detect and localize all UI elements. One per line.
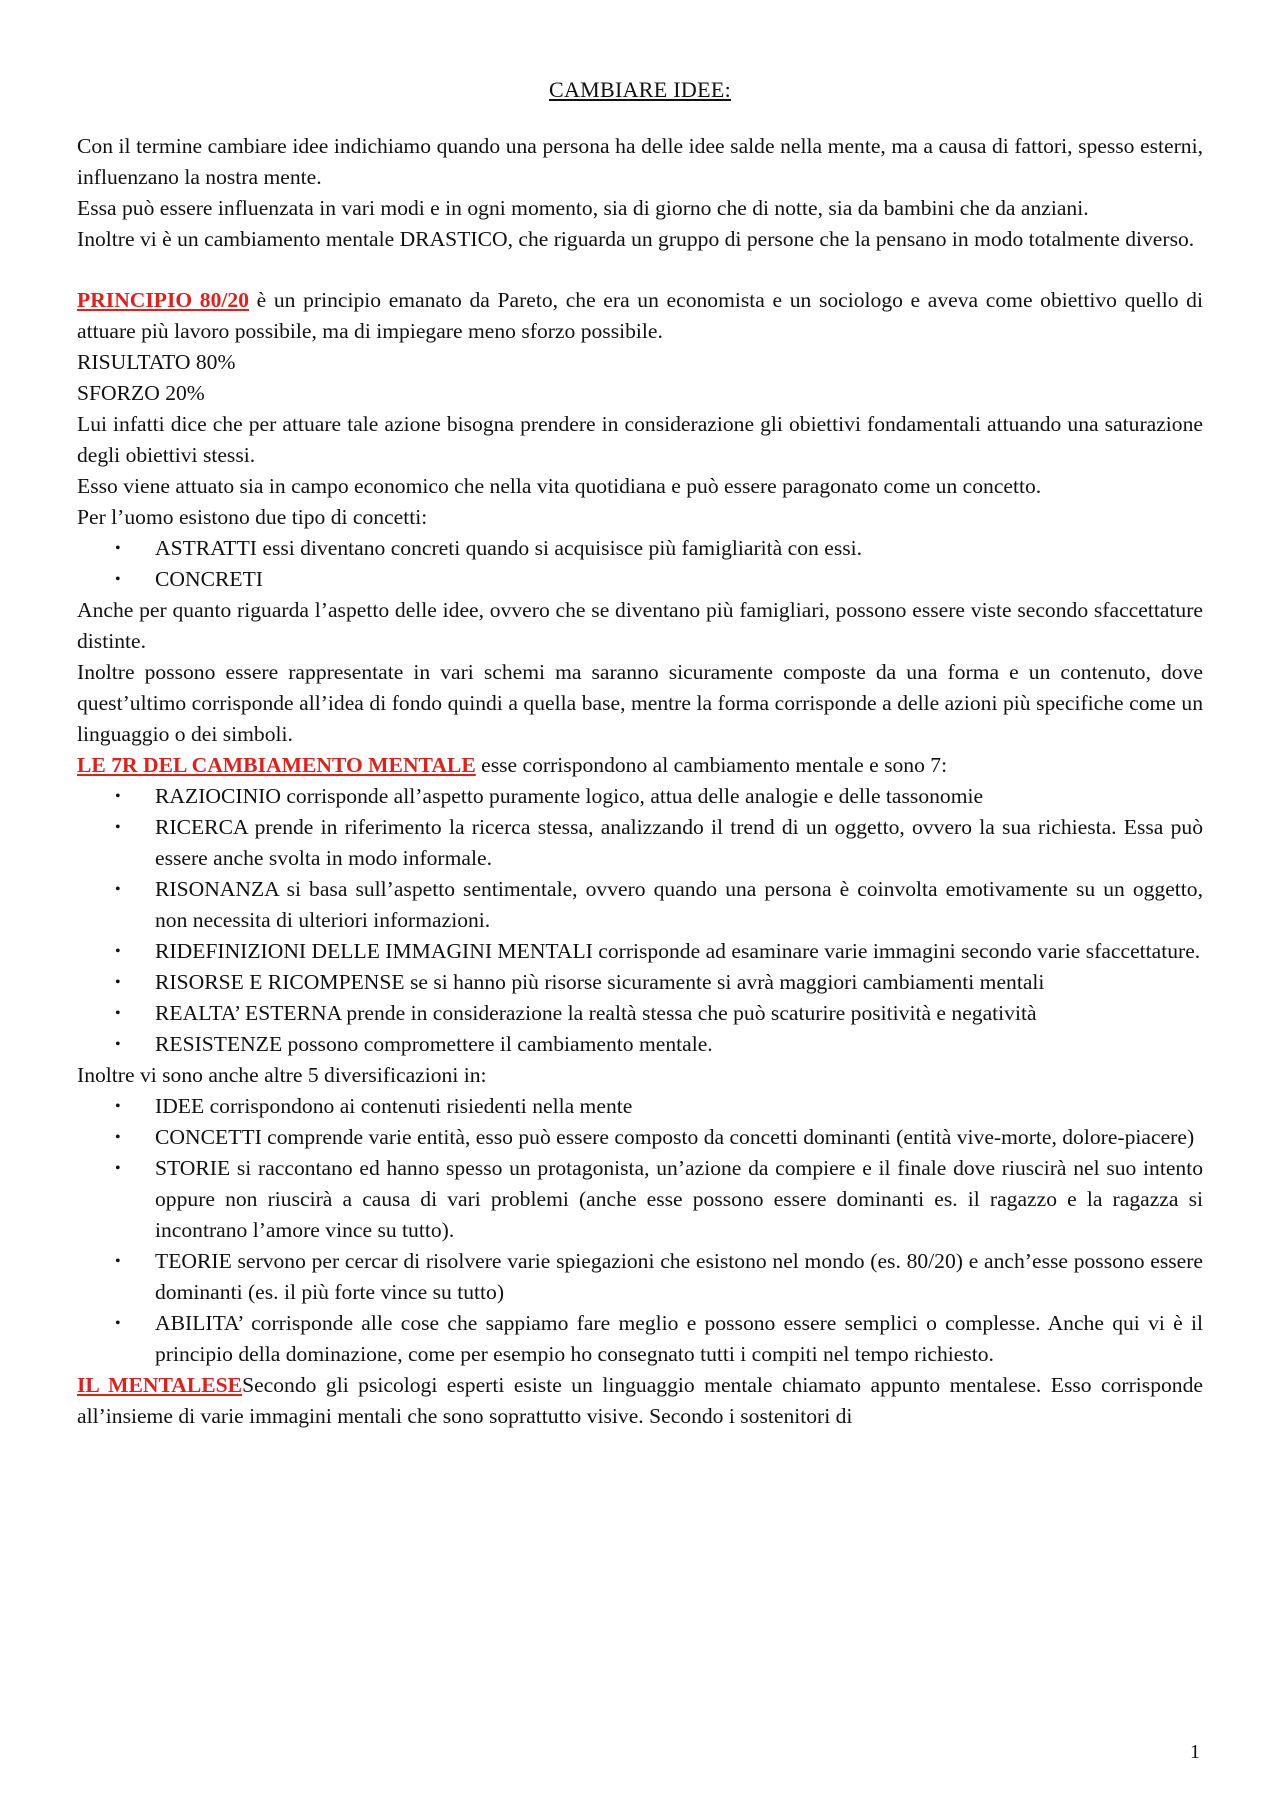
mentalese-paragraph — [77, 1370, 1203, 1432]
mentalese-text: Secondo gli psicologi esperti esiste un linguaggio mentale chiamato appunto mentalese. Esso corrisponde all’insieme di varie immagini mentali che sono soprattutto visive. Secondo i sostenitori di — [77, 1373, 1203, 1428]
intro-paragraph-3: Inoltre vi è un cambiamento mentale DRASTICO, che riguarda un gruppo di persone che la pensano in modo totalmente diverso. — [77, 227, 1195, 251]
list-item: • REALTA’ ESTERNA prende in considerazione la realtà stessa che può scaturire positività e negatività — [77, 998, 1203, 1029]
page-title: CAMBIARE IDEE: — [548, 77, 732, 102]
sforzo-line: SFORZO 20% — [77, 381, 205, 405]
list-item: • CONCRETI — [77, 564, 1203, 595]
list-item: • RICERCA prende in riferimento la ricerca stessa, analizzando il trend di un oggetto, ovvero la sua richiesta. Essa può essere anche svolta in modo informale. — [77, 812, 1203, 874]
list-item: • TEORIE servono per cercar di risolvere varie spiegazioni che esistono nel mondo (es. 80/20) e anch’esse possono essere dominanti (es. il più forte vince su tutto) — [77, 1246, 1203, 1308]
sette-r-list — [77, 781, 1203, 1060]
list-item: • IDEE corrispondono ai contenuti risiedenti nella mente — [77, 1091, 1203, 1122]
list-item: • STORIE si raccontano ed hanno spesso un protagonista, un’azione da compiere e il finale dove riuscirà nel suo intento oppure non riuscirà a causa di vari problemi (anche esse possono essere dominanti es. il ragazzo e la ragazza si incontrano l’amore vince su tutto). — [77, 1153, 1203, 1246]
page-number: 1 — [1190, 1741, 1200, 1763]
intro-paragraph-1: Con il termine cambiare idee indichiamo quando una persona ha delle idee salde nella mente, ma a causa di fattori, spesso esterni, influenzano la nostra mente. — [77, 134, 1203, 189]
list-item: • RISORSE E RICOMPENSE se si hanno più risorse sicuramente si avrà maggiori cambiamenti mentali — [77, 967, 1203, 998]
principio-paragraph-6: Inoltre possono essere rappresentate in vari schemi ma saranno sicuramente composte da una forma e un contenuto, dove quest’ultimo corrisponde all’idea di fondo quindi a quella base, mentre la forma corrisponde a delle azioni più specifiche come un linguaggio o dei simboli. — [77, 660, 1203, 746]
risultato-line: RISULTATO 80% — [77, 350, 236, 374]
principio-text: è un principio emanato da Pareto, che era un economista e un sociologo e aveva come obiettivo quello di attuare più lavoro possibile, ma di impiegare meno sforzo possibile. — [77, 288, 1203, 343]
sette-r-paragraph — [77, 750, 1203, 781]
sette-r-text: esse corrispondono al cambiamento mentale e sono 7: — [475, 753, 948, 777]
intro-paragraph-2: Essa può essere influenzata in vari modi e in ogni momento, sia di giorno che di notte, sia da bambini che da anziani. — [77, 196, 1089, 220]
list-item: • ASTRATTI essi diventano concreti quando si acquisisce più famigliarità con essi. — [77, 533, 1203, 564]
list-item: • CONCETTI comprende varie entità, esso può essere composto da concetti dominanti (entità vive-morte, dolore-piacere) — [77, 1122, 1203, 1153]
mentalese-heading: IL MENTALESE — [77, 1373, 243, 1397]
list-item: • RAZIOCINIO corrisponde all’aspetto puramente logico, attua delle analogie e delle tassonomie — [77, 781, 1203, 812]
list-item: • ABILITA’ corrisponde alle cose che sappiamo fare meglio e possono essere semplici o complesse. Anche qui vi è il principio della dominazione, come per esempio ho consegnato tutti i compiti nel tempo richiesto. — [77, 1308, 1203, 1370]
principio-paragraph — [77, 285, 1203, 347]
principio-paragraph-4: Per l’uomo esistono due tipo di concetti: — [77, 505, 428, 529]
principio-paragraph-5: Anche per quanto riguarda l’aspetto delle idee, ovvero che se diventano più famigliari, possono essere viste secondo sfaccettature distinte. — [77, 598, 1203, 653]
principio-heading: PRINCIPIO 80/20 — [77, 288, 249, 312]
paragraph-gap — [77, 255, 1203, 285]
list-item: • RISONANZA si basa sull’aspetto sentimentale, ovvero quando una persona è coinvolta emotivamente su un oggetto, non necessita di ulteriori informazioni. — [77, 874, 1203, 936]
sette-r-heading: LE 7R DEL CAMBIAMENTO MENTALE — [77, 753, 476, 777]
diversificazioni-intro: Inoltre vi sono anche altre 5 diversificazioni in: — [77, 1063, 487, 1087]
list-item: • RESISTENZE possono compromettere il cambiamento mentale. — [77, 1029, 1203, 1060]
list-item: • RIDEFINIZIONI DELLE IMMAGINI MENTALI corrisponde ad esaminare varie immagini secondo varie sfaccettature. — [77, 936, 1203, 967]
principio-paragraph-2: Lui infatti dice che per attuare tale azione bisogna prendere in considerazione gli obiettivi fondamentali attuando una saturazione degli obiettivi stessi. — [77, 412, 1203, 467]
principio-paragraph-3: Esso viene attuato sia in campo economico che nella vita quotidiana e può essere paragonato come un concetto. — [77, 474, 1042, 498]
document-page — [77, 74, 1203, 1432]
concetti-list — [77, 533, 1203, 595]
diversificazioni-list — [77, 1091, 1203, 1370]
